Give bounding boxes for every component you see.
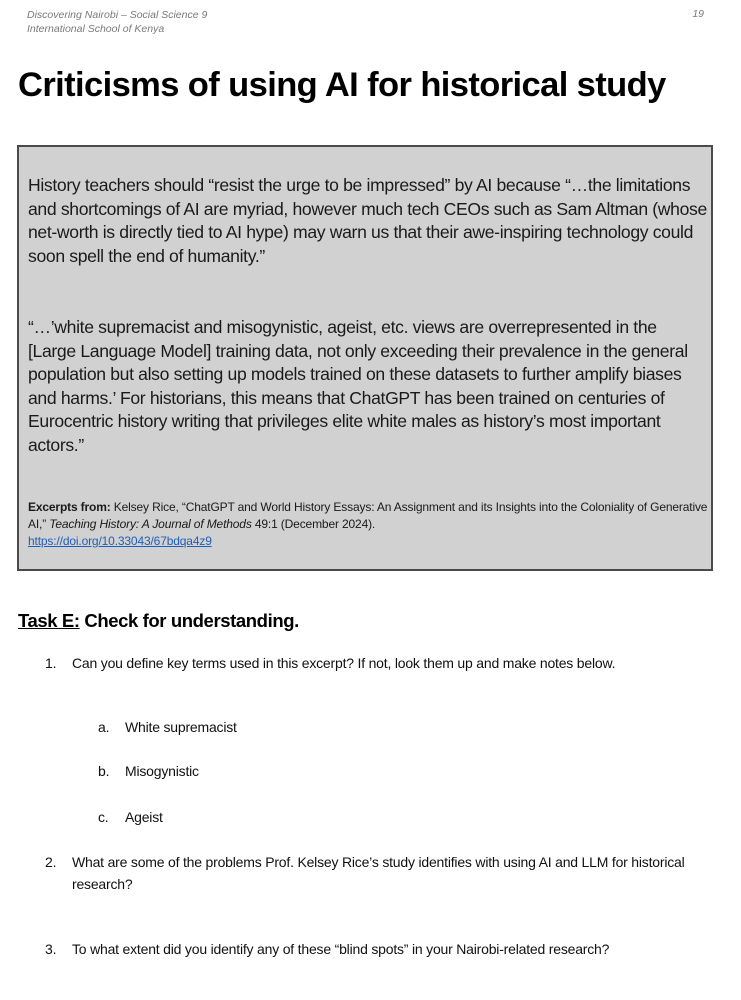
- question-text: To what extent did you identify any of these “blind spots” in your Nairobi-related research?: [72, 941, 610, 957]
- running-header: [27, 8, 207, 36]
- citation: [28, 499, 708, 550]
- sub-item-text: Misogynistic: [125, 763, 199, 779]
- citation-journal: Teaching History: A Journal of Methods: [49, 517, 252, 531]
- school-line: International School of Kenya: [27, 23, 165, 35]
- citation-author-article: Kelsey Rice, “ChatGPT and World History Essays: An Assignment and its Insights into the Coloniality of Generative AI,”: [28, 500, 708, 531]
- question-number: 1.: [45, 655, 57, 671]
- task-heading: [18, 610, 299, 632]
- sub-item-letter: b.: [98, 763, 110, 779]
- page-number: 19: [692, 8, 704, 20]
- sub-item-letter: c.: [98, 809, 109, 825]
- citation-label: Excerpts from:: [28, 500, 111, 514]
- task-label: Task E:: [18, 610, 80, 631]
- quote-2: “…’white supremacist and misogynistic, ageist, etc. views are overrepresented in the [Large Language Model] training data, not only exceeding their prevalence in the general population but also setting up models trained on these datasets to further amplify biases and harms.’ For historians, this means that ChatGPT has been trained on centuries of Eurocentric history writing that privileges elite white males as history’s most important actors.”: [28, 317, 688, 455]
- excerpt-box: [17, 145, 713, 571]
- sub-item-text: White supremacist: [125, 719, 237, 735]
- task-title: Check for understanding.: [79, 610, 299, 631]
- sub-item-text: Ageist: [125, 809, 163, 825]
- sub-item-letter: a.: [98, 719, 110, 735]
- question-text: What are some of the problems Prof. Kelsey Rice’s study identifies with using AI and LLM for historical research?: [72, 854, 685, 892]
- course-line: Discovering Nairobi – Social Science 9: [27, 9, 208, 21]
- question-number: 2.: [45, 854, 57, 870]
- question-number: 3.: [45, 941, 57, 957]
- quote-1: History teachers should “resist the urge to be impressed” by AI because “…the limitations and shortcomings of AI are myriad, however much tech CEOs such as Sam Altman (whose net-worth is directly tied to AI hype) may warn us that their awe-inspiring technology could soon spell the end of humanity.”: [28, 175, 707, 266]
- citation-issue: 49:1 (December 2024).: [251, 517, 376, 531]
- doi-link[interactable]: https://doi.org/10.33043/67bdqa4z9: [28, 534, 212, 548]
- page-title: Criticisms of using AI for historical study: [18, 66, 666, 104]
- question-text: Can you define key terms used in this excerpt? If not, look them up and make notes below.: [72, 655, 616, 671]
